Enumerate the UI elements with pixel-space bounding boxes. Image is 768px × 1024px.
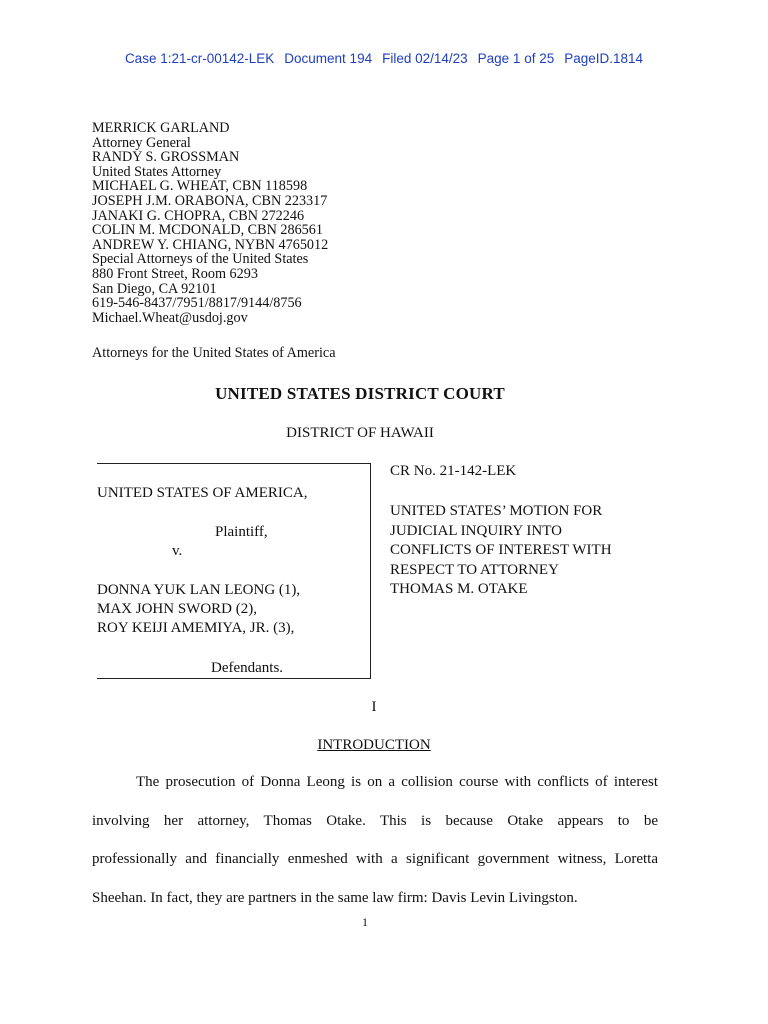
ecf-header-stamp [0,51,768,66]
attorney-block [92,121,328,325]
plaintiff-label: Plaintiff, [215,524,268,540]
section-number: I [371,699,377,715]
versus-label: v. [172,543,183,559]
court-title: UNITED STATES DISTRICT COURT [215,384,505,403]
motion-title-line: CONFLICTS OF INTEREST WITH [390,542,612,558]
attorney-line: COLIN M. MCDONALD, CBN 286561 [92,222,323,239]
motion-title-line: THOMAS M. OTAKE [390,581,528,597]
defendant-name: MAX JOHN SWORD (2), [97,601,257,617]
body-line: professionally and financially enmeshed with a significant government witness, Loretta [92,851,658,867]
attorney-line: United States Attorney [92,163,222,180]
motion-title-line: UNITED STATES’ MOTION FOR [390,503,603,519]
case-number-stamp: Case 1:21-cr-00142-LEK [124,51,275,66]
attorney-email: Michael.Wheat@usdoj.gov [92,309,248,326]
motion-title [390,502,612,600]
attorney-line: San Diego, CA 92101 [92,280,217,297]
body-paragraph [92,774,658,928]
page-number: 1 [362,915,368,929]
body-line: Sheehan. In fact, they are partners in the same law firm: Davis Levin Livingston. [92,889,578,906]
attorney-line: MERRICK GARLAND [92,120,230,136]
section-heading-text: INTRODUCTION [317,737,431,753]
motion-title-line: JUDICIAL INQUIRY INTO [390,522,562,539]
case-caption-box [97,463,371,679]
attorney-line: 880 Front Street, Room 6293 [92,265,258,282]
attorney-line: RANDY S. GROSSMAN [92,149,240,166]
section-heading [0,737,748,754]
attorney-line: JANAKI G. CHOPRA, CBN 272246 [92,207,305,224]
attorney-line: JOSEPH J.M. ORABONA, CBN 223317 [92,192,328,209]
plaintiff-name: UNITED STATES OF AMERICA, [97,485,308,501]
pageid-stamp: PageID.1814 [564,51,644,66]
motion-title-line: RESPECT TO ATTORNEY [390,561,559,578]
attorneys-for-line: Attorneys for the United States of America [92,345,336,361]
attorney-line: Special Attorneys of the United States [92,251,309,268]
attorney-line: Attorney General [92,134,191,151]
court-district: DISTRICT OF HAWAII [286,425,434,441]
case-number: CR No. 21-142-LEK [390,463,517,479]
attorney-line: MICHAEL G. WHEAT, CBN 118598 [92,178,308,195]
defendant-name: ROY KEIJI AMEMIYA, JR. (3), [97,620,295,636]
attorney-line: ANDREW Y. CHIANG, NYBN 4765012 [92,236,329,253]
body-line: involving her attorney, Thomas Otake. This is because Otake appears to be [92,812,658,829]
defendants-label: Defendants. [211,660,284,676]
body-line: The prosecution of Donna Leong is on a collision course with conflicts of interest [136,774,658,790]
attorney-line: 619-546-8437/7951/8817/9144/8756 [92,295,302,312]
page-count-stamp: Page 1 of 25 [477,51,555,66]
document-number-stamp: Document 194 [284,51,373,66]
defendant-name: DONNA YUK LAN LEONG (1), [97,582,301,598]
filed-date-stamp: Filed 02/14/23 [382,51,468,66]
